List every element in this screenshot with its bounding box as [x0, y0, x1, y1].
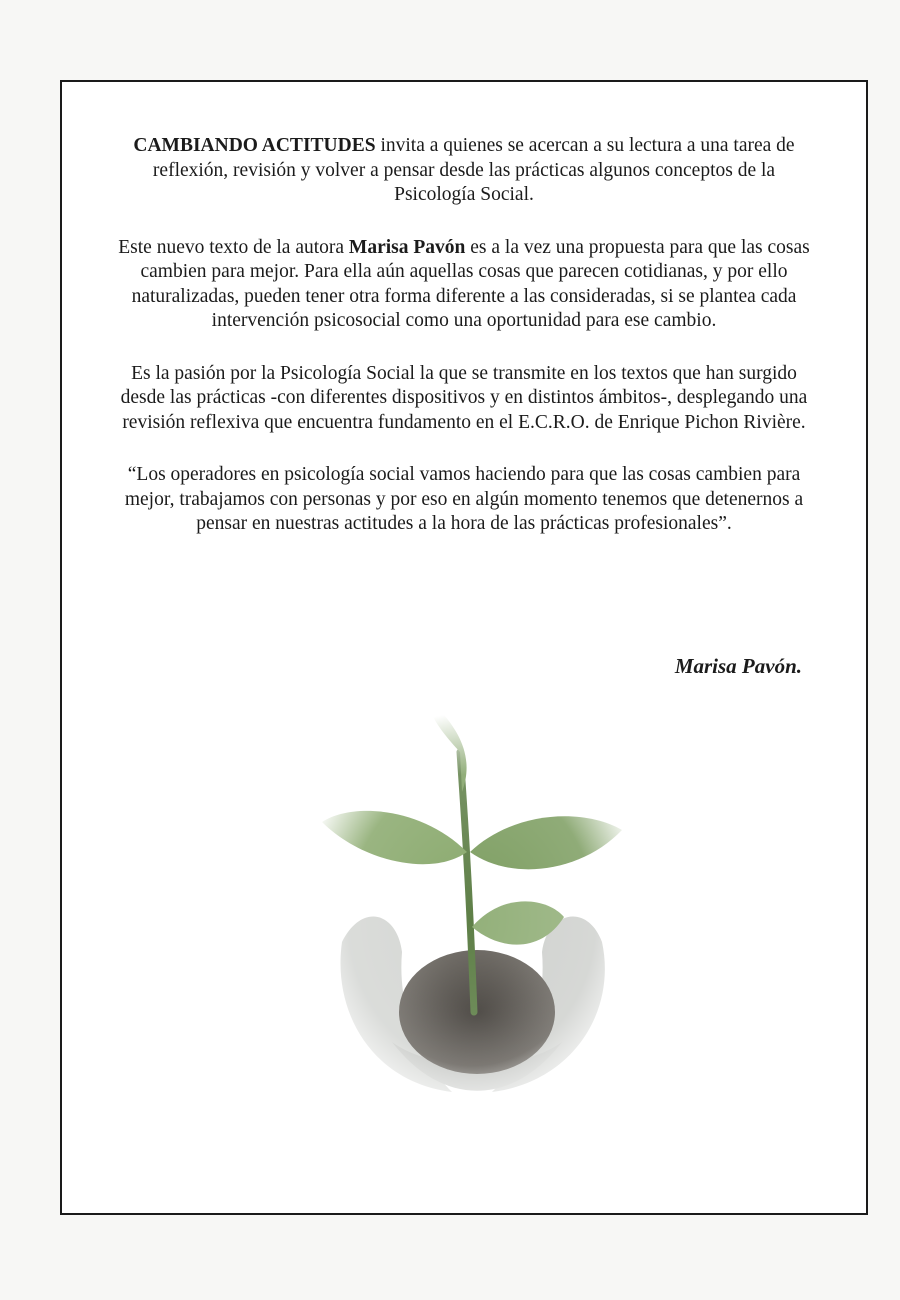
paragraph-author	[112, 236, 816, 334]
paragraph-intro	[124, 134, 804, 208]
hands-holding-seedling-image	[302, 712, 642, 1112]
blurb-text	[112, 134, 816, 565]
back-cover-frame	[60, 80, 868, 1215]
author-description-text: es a la vez una propuesta para que las cosas cambien para mejor. Para ella aún aquellas cosas que parecen cotidianas, y por ello naturalizadas, pueden tener otra forma diferente a las consideradas, si se plantea cada intervención psicosocial como una oportunidad para ese cambio.	[131, 236, 810, 331]
intro-text: invita a quienes se acercan a su lectura a una tarea de reflexión, revisión y volver a pensar desde las prácticas algunos conceptos de la Psicología Social.	[152, 135, 795, 205]
author-name: Marisa Pavón	[348, 236, 466, 258]
paragraph-passion: Es la pasión por la Psicología Social la que se transmite en los textos que han surgido desde las prácticas -con diferentes dispositivos y en distintos ámbitos-, desplegando una revisión reflexiva que encuentra fundamento en el E.C.R.O. de Enrique Pichon Rivière.	[120, 362, 808, 433]
book-title: CAMBIANDO ACTITUDES	[133, 135, 376, 156]
author-intro-text: Este nuevo texto de la autora	[118, 236, 349, 258]
author-quote: “Los operadores en psicología social vamos haciendo para que las cosas cambien para mejor, trabajamos con personas y por eso en algún momento tenemos que detenernos a pensar en nuestras actitudes a la hora de las prácticas profesionales”.	[124, 464, 804, 534]
signature: Marisa Pavón.	[674, 654, 802, 678]
